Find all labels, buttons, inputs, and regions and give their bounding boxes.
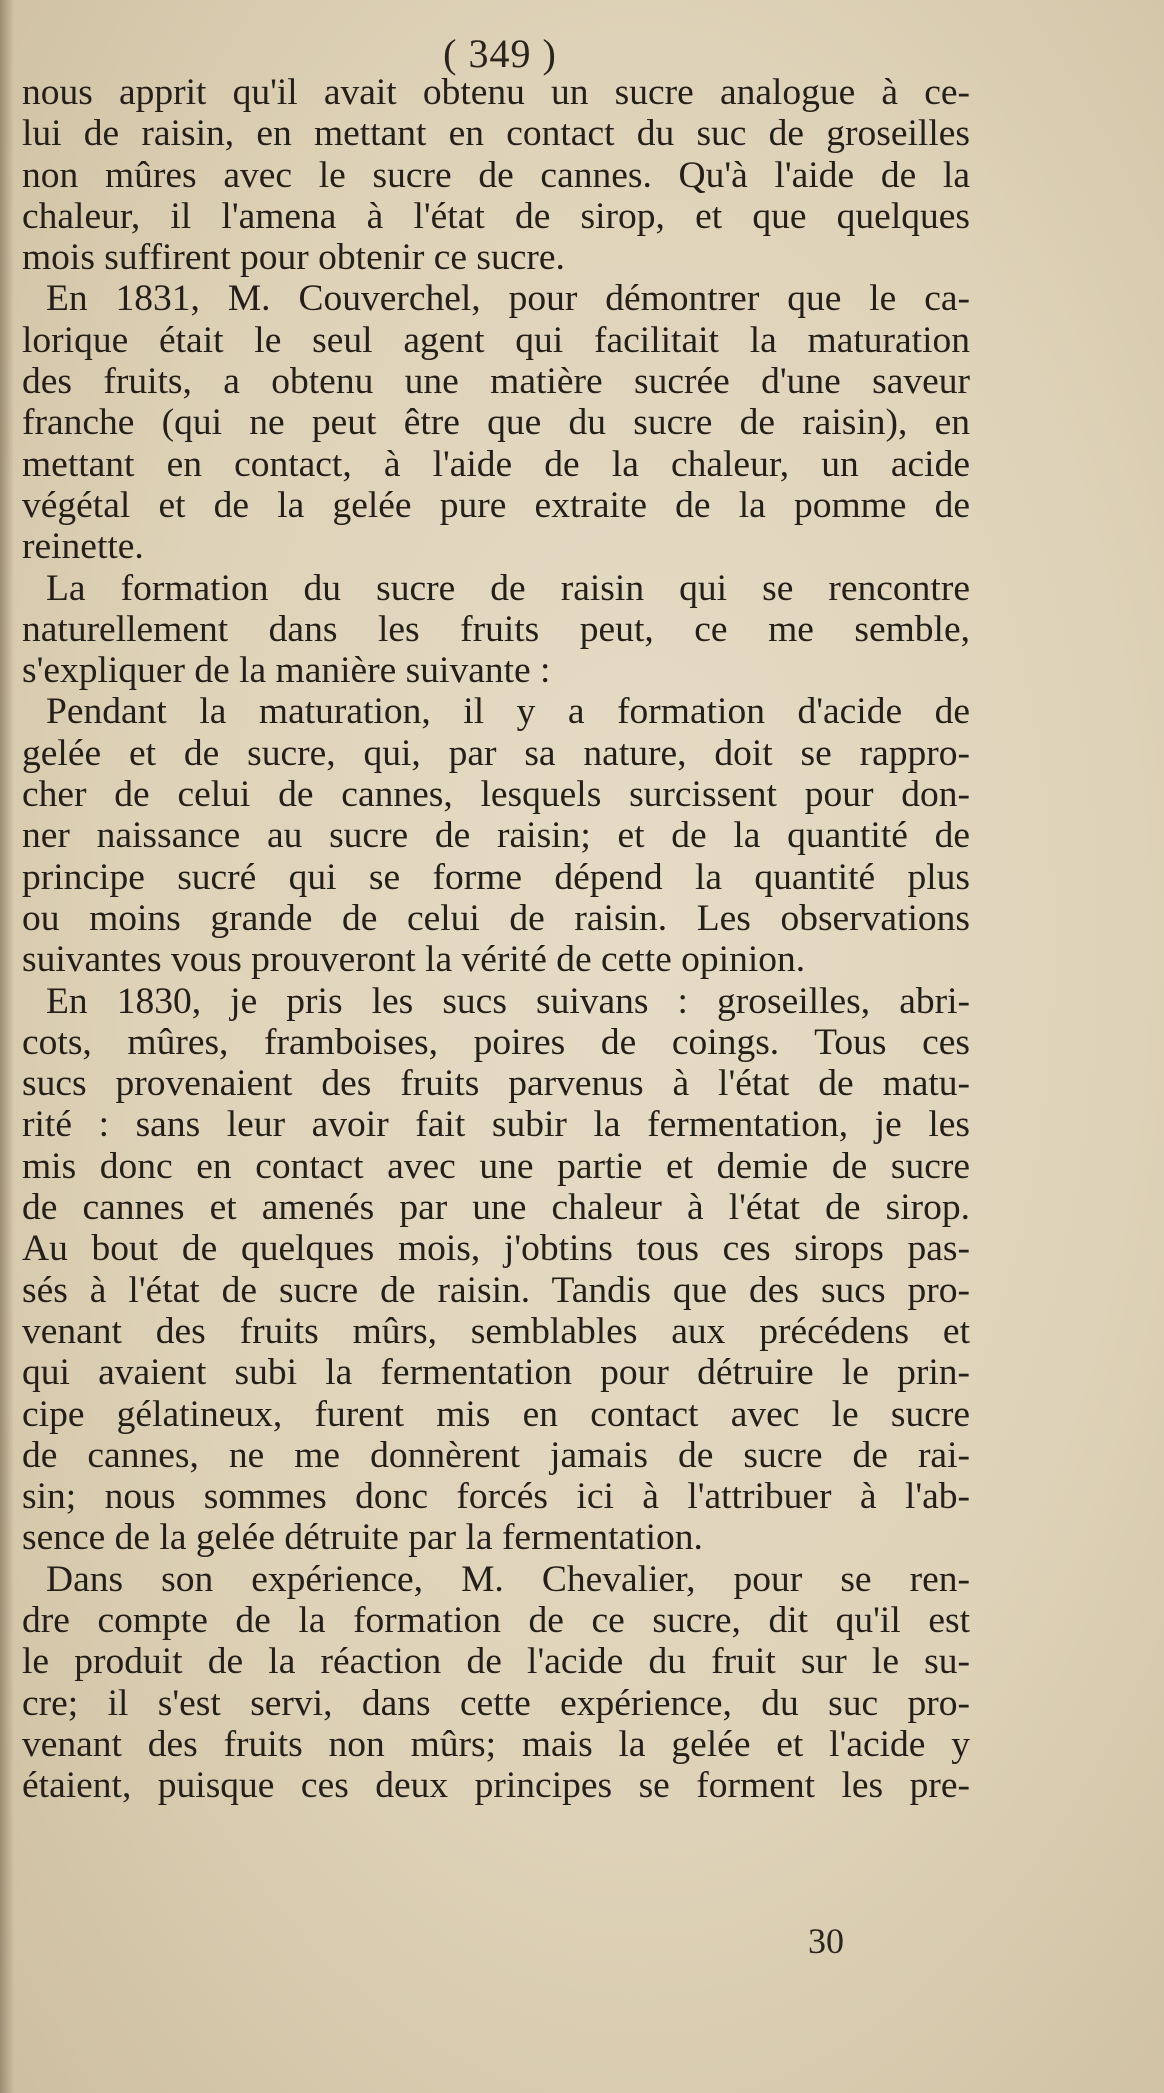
text-line: cots, mûres, framboises, poires de coings. Tous ces	[22, 1021, 970, 1063]
gutter-shadow	[0, 0, 14, 2093]
text-line: non mûres avec le sucre de cannes. Qu'à l'aide de la	[22, 154, 970, 196]
text-line: En 1831, M. Couverchel, pour démontrer que le ca-	[46, 278, 970, 320]
text-line: ou moins grande de celui de raisin. Les observations	[22, 897, 970, 939]
text-line: mois suffirent pour obtenir ce sucre.	[22, 237, 565, 279]
text-line: principe sucré qui se forme dépend la quantité plus	[22, 856, 970, 898]
text-line: des fruits, a obtenu une matière sucrée d'une saveur	[22, 361, 970, 403]
text-line: suivantes vous prouveront la vérité de cette opinion.	[22, 939, 806, 981]
text-line: cipe gélatineux, furent mis en contact avec le sucre	[22, 1393, 970, 1435]
text-line: lorique était le seul agent qui facilitait la maturation	[22, 319, 970, 361]
text-line: le produit de la réaction de l'acide du fruit sur le su-	[22, 1641, 970, 1683]
text-line: rité : sans leur avoir fait subir la fermentation, je les	[22, 1104, 970, 1146]
body-text	[22, 72, 970, 1806]
text-line: qui avaient subi la fermentation pour détruire le prin-	[22, 1352, 970, 1394]
text-line: sin; nous sommes donc forcés ici à l'attribuer à l'ab-	[22, 1476, 970, 1518]
text-line: Au bout de quelques mois, j'obtins tous ces sirops pas-	[22, 1228, 970, 1270]
text-line: mettant en contact, à l'aide de la chaleur, un acide	[22, 443, 970, 485]
text-line: naturellement dans les fruits peut, ce me semble,	[22, 608, 970, 650]
text-line: étaient, puisque ces deux principes se forment les pre-	[22, 1765, 970, 1807]
text-line: dre compte de la formation de ce sucre, dit qu'il est	[22, 1599, 970, 1641]
text-line: nous apprit qu'il avait obtenu un sucre analogue à ce-	[22, 72, 970, 113]
text-line: mis donc en contact avec une partie et demie de sucre	[22, 1145, 970, 1187]
text-line: venant des fruits non mûrs; mais la gelée et l'acide y	[22, 1723, 970, 1765]
text-line: sucs provenaient des fruits parvenus à l'état de matu-	[22, 1063, 970, 1105]
text-line: cher de celui de cannes, lesquels surcissent pour don-	[22, 774, 970, 816]
text-line: sence de la gelée détruite par la fermentation.	[22, 1517, 703, 1559]
text-line: de cannes et amenés par une chaleur à l'état de sirop.	[22, 1187, 970, 1229]
text-line: gelée et de sucre, qui, par sa nature, doit se rappro-	[22, 732, 970, 774]
text-line: La formation du sucre de raisin qui se rencontre	[46, 567, 970, 609]
text-line: venant des fruits mûrs, semblables aux précédens et	[22, 1310, 970, 1352]
text-line: ner naissance au sucre de raisin; et de la quantité de	[22, 815, 970, 857]
text-line: En 1830, je pris les sucs suivans : groseilles, abri-	[46, 980, 970, 1022]
text-line: Pendant la maturation, il y a formation d'acide de	[46, 691, 970, 733]
text-line: végétal et de la gelée pure extraite de la pomme de	[22, 484, 970, 526]
text-line: chaleur, il l'amena à l'état de sirop, et que quelques	[22, 195, 970, 237]
text-line: cre; il s'est servi, dans cette expérience, du suc pro-	[22, 1682, 970, 1724]
text-line: lui de raisin, en mettant en contact du suc de groseilles	[22, 113, 970, 155]
text-line: sés à l'état de sucre de raisin. Tandis que des sucs pro-	[22, 1269, 970, 1311]
text-line: reinette.	[22, 526, 144, 568]
text-line: de cannes, ne me donnèrent jamais de sucre de rai-	[22, 1434, 970, 1476]
text-line: s'expliquer de la manière suivante :	[22, 650, 551, 692]
text-line: franche (qui ne peut être que du sucre de raisin), en	[22, 402, 970, 444]
page-number: ( 349 )	[443, 31, 557, 76]
signature-mark: 30	[808, 1921, 844, 1961]
text-line: Dans son expérience, M. Chevalier, pour se ren-	[46, 1558, 970, 1600]
